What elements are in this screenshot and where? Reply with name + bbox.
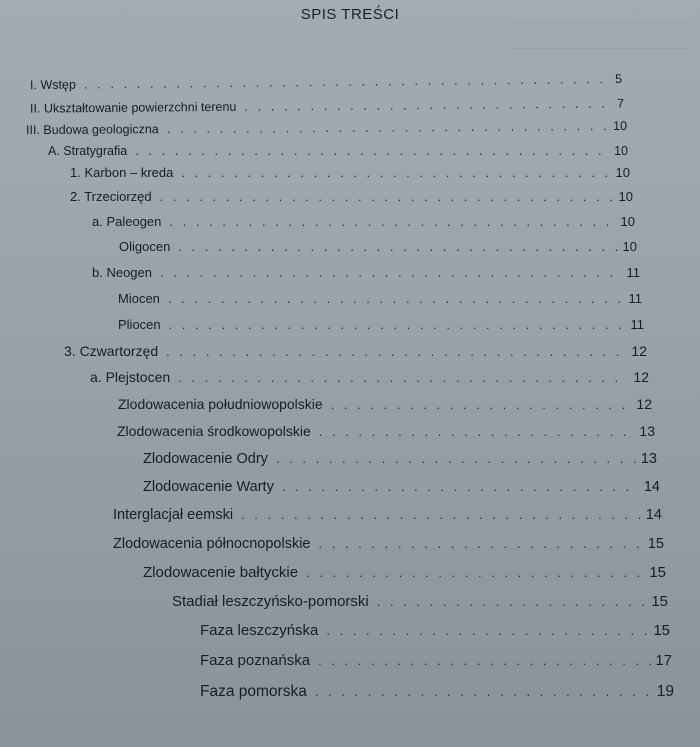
leader-dots bbox=[169, 215, 616, 228]
leader-dots bbox=[168, 292, 624, 305]
toc-entry-label: A. Stratygrafia bbox=[48, 144, 128, 158]
toc-entry-label: Zlodowacenie Warty bbox=[143, 479, 274, 495]
leader-dots bbox=[319, 425, 636, 438]
toc-entry-label: Stadiał leszczyńsko-pomorski bbox=[172, 593, 369, 610]
toc-entry-label: Interglacjał eemski bbox=[113, 507, 234, 523]
toc-entry bbox=[30, 72, 622, 92]
leader-dots bbox=[315, 685, 653, 698]
leader-dots bbox=[160, 266, 622, 279]
toc-entry bbox=[70, 190, 633, 203]
toc-entry-page: 15 bbox=[647, 536, 664, 552]
toc-entry-label: 1. Karbon – kreda bbox=[70, 165, 174, 180]
toc-entry-page: 15 bbox=[649, 564, 666, 581]
toc-entry bbox=[64, 344, 647, 358]
leader-dots bbox=[178, 240, 618, 253]
toc-entry bbox=[118, 318, 644, 331]
toc-entry-label: Faza poznańska bbox=[200, 652, 311, 669]
leader-dots bbox=[276, 452, 637, 465]
toc-entry-page: 19 bbox=[656, 683, 674, 700]
toc-entry bbox=[143, 480, 660, 495]
toc-entry-label: Oligocen bbox=[119, 239, 171, 254]
toc-entry-page: 13 bbox=[639, 423, 655, 439]
toc-entry-page: 10 bbox=[615, 165, 630, 180]
toc-entry-page: 7 bbox=[616, 96, 625, 111]
leader-dots bbox=[241, 508, 642, 521]
leader-dots bbox=[244, 97, 606, 113]
toc-entry bbox=[90, 370, 649, 384]
toc-entry-label: III. Budowa geologiczna bbox=[25, 122, 159, 138]
toc-entry bbox=[113, 537, 664, 552]
toc-entry bbox=[117, 424, 655, 438]
leader-dots bbox=[166, 345, 627, 358]
leader-dots bbox=[377, 595, 648, 608]
toc-entry-label: Zlodowacenia północnopolskie bbox=[113, 536, 311, 552]
toc-entry-page: 15 bbox=[653, 622, 670, 639]
toc-entry-label: Faza pomorska bbox=[200, 683, 307, 700]
toc-entry-page: 10 bbox=[618, 189, 633, 204]
toc-entry-label: 3. Czwartorzęd bbox=[64, 343, 159, 359]
leader-dots bbox=[181, 166, 611, 179]
toc-entry bbox=[92, 266, 640, 279]
toc-entry bbox=[48, 144, 628, 158]
toc-entry bbox=[143, 565, 666, 580]
toc-entry bbox=[30, 96, 624, 115]
toc-entry-label: Pliocen bbox=[118, 317, 161, 332]
toc-entry-page: 5 bbox=[614, 71, 623, 86]
toc-entry-page: 12 bbox=[633, 369, 649, 385]
toc-entry-label: a. Paleogen bbox=[92, 214, 162, 229]
toc-entry-page: 11 bbox=[626, 265, 640, 280]
toc-entry-page: 10 bbox=[614, 144, 628, 158]
toc-entry-label: Miocen bbox=[118, 291, 160, 306]
toc-entry-label: Faza leszczyńska bbox=[200, 622, 319, 639]
toc-entry-page: 10 bbox=[613, 118, 628, 133]
leader-dots bbox=[135, 144, 610, 157]
toc-entry bbox=[26, 119, 627, 137]
toc-entry bbox=[118, 397, 652, 411]
toc-entry-label: Zlodowacenia południowopolskie bbox=[118, 396, 323, 412]
page-title: SPIS TREŚCI bbox=[300, 6, 400, 23]
leader-dots bbox=[169, 318, 626, 331]
leader-dots bbox=[306, 566, 645, 579]
toc-entry-page: 13 bbox=[640, 451, 657, 467]
toc-entry-page: 15 bbox=[651, 593, 668, 610]
toc-entry-page: 14 bbox=[643, 479, 660, 495]
leader-dots bbox=[331, 398, 633, 411]
leader-dots bbox=[318, 654, 651, 667]
toc-entry-page: 11 bbox=[630, 317, 644, 332]
toc-entry bbox=[200, 684, 674, 700]
leader-dots bbox=[84, 72, 604, 90]
toc-entry-page: 10 bbox=[620, 214, 635, 229]
toc-entry bbox=[143, 452, 657, 467]
toc-entry bbox=[118, 292, 642, 305]
leader-dots bbox=[167, 119, 609, 135]
toc-entry bbox=[200, 623, 670, 638]
toc-entry bbox=[200, 653, 672, 668]
toc-entry-page: 12 bbox=[636, 396, 652, 412]
toc-entry-label: 2. Trzeciorzęd bbox=[70, 189, 152, 204]
toc-entry-page: 17 bbox=[655, 652, 672, 669]
toc-entry-label: a. Plejstocen bbox=[90, 369, 171, 385]
toc-entry-label: II. Ukształtowanie powierzchni terenu bbox=[29, 99, 237, 116]
toc-entry-label: Zlodowacenia środkowopolskie bbox=[117, 423, 311, 439]
toc-entry bbox=[119, 240, 637, 253]
toc-entry bbox=[172, 594, 668, 609]
toc-entry-page: 12 bbox=[631, 343, 647, 359]
toc-entry bbox=[70, 166, 630, 179]
toc-entry-label: b. Neogen bbox=[92, 265, 152, 280]
toc-entry-page: 10 bbox=[622, 239, 637, 254]
toc-entry bbox=[92, 215, 635, 228]
leader-dots bbox=[160, 190, 615, 203]
toc-entry bbox=[113, 508, 662, 523]
leader-dots bbox=[178, 371, 629, 384]
toc-entry-page: 11 bbox=[628, 291, 642, 306]
toc-entry-label: I. Wstęp bbox=[29, 77, 76, 93]
leader-dots bbox=[326, 624, 649, 637]
leader-dots bbox=[282, 480, 640, 493]
toc-entry-page: 14 bbox=[645, 507, 662, 523]
leader-dots bbox=[319, 537, 644, 550]
toc-entry-label: Zlodowacenie bałtyckie bbox=[143, 564, 299, 581]
toc-entry-label: Zlodowacenie Odry bbox=[143, 451, 268, 467]
